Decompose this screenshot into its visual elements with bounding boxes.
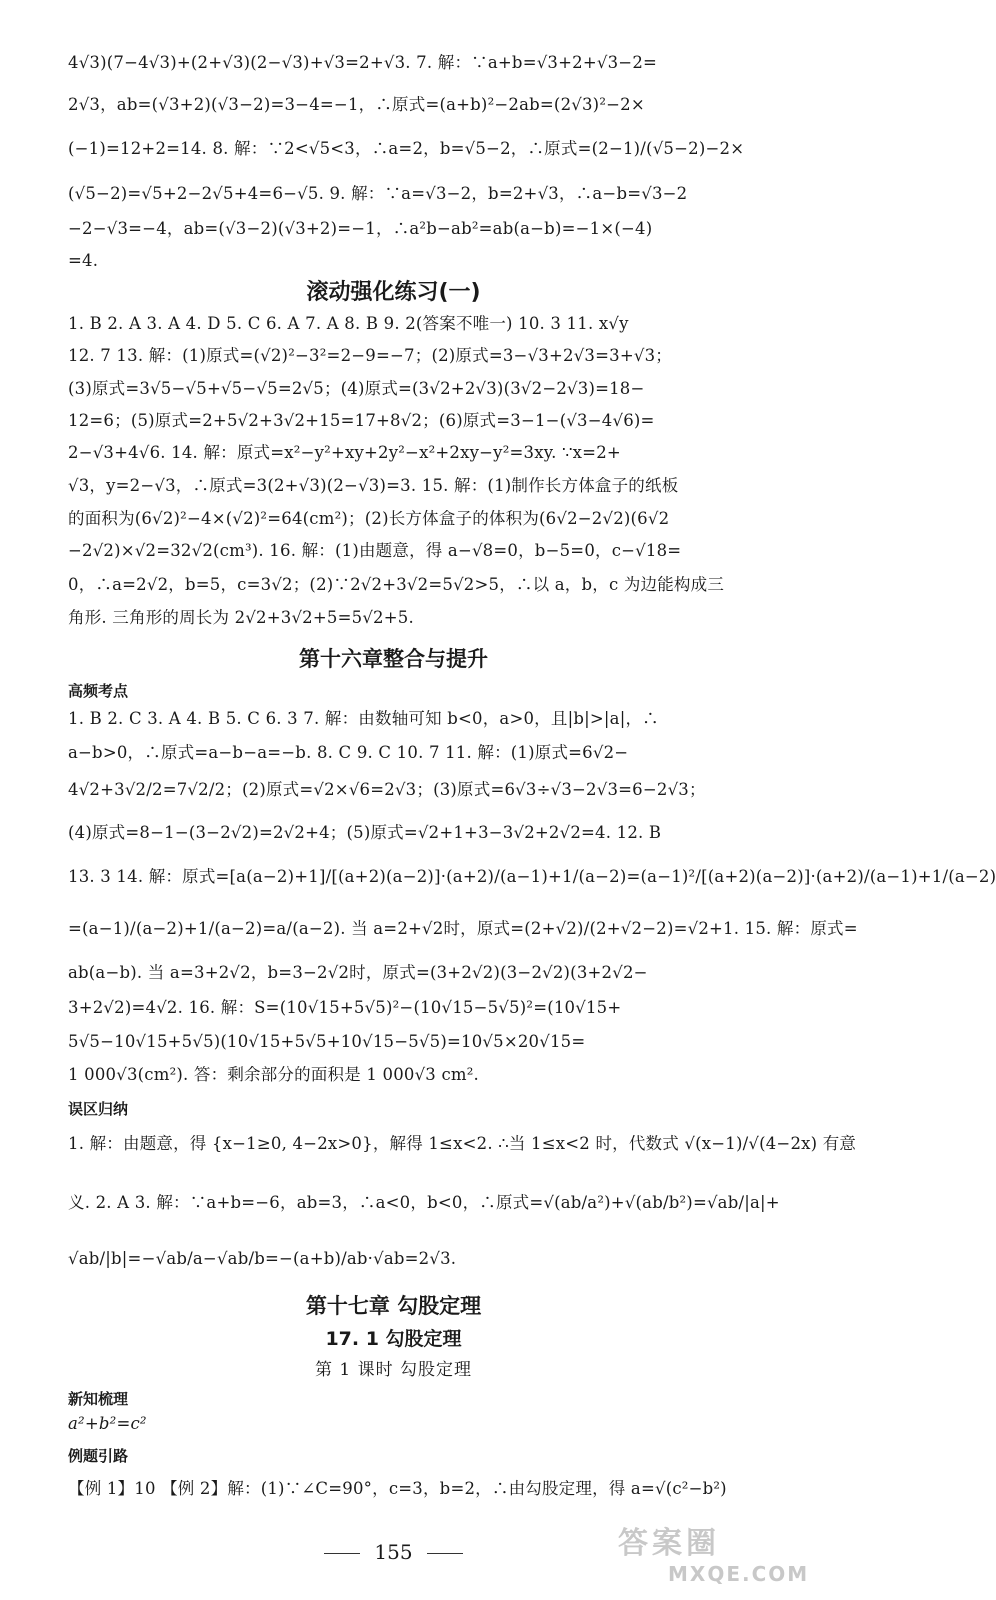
text-line: −2−√3=−4，ab=(√3−2)(√3+2)=−1，∴a²b−ab²=ab(a−b)=−1×(−4): [68, 219, 653, 238]
text-line: 1 000√3(cm²). 答：剩余部分的面积是 1 000√3 cm².: [68, 1065, 479, 1084]
text-line: (−1)=12+2=14. 8. 解：∵2<√5<3，∴a=2，b=√5−2，∴原式=(2−1)/(√5−2)−2×: [68, 139, 745, 158]
subsection-heading: 误区归纳: [68, 1100, 129, 1118]
text-line: ab(a−b). 当 a=3+2√2，b=3−2√2时，原式=(3+2√2)(3−2√2)(3+2√2−: [68, 963, 648, 982]
text-line: 12=6；(5)原式=2+5√2+3√2+15=17+8√2；(6)原式=3−1−(√3−4√6)=: [68, 411, 655, 430]
text-line: 【例 1】10 【例 2】解：(1)∵∠C=90°，c=3，b=2，∴由勾股定理，得 a=√(c²−b²): [68, 1479, 727, 1498]
text-line: a−b>0，∴原式=a−b−a=−b. 8. C 9. C 10. 7 11. 解：(1)原式=6√2−: [68, 743, 629, 762]
text-line: 2−√3+4√6. 14. 解：原式=x²−y²+xy+2y²−x²+2xy−y²=3xy. ∵x=2+: [68, 443, 621, 462]
text-line: (√5−2)=√5+2−2√5+4=6−√5. 9. 解：∵a=√3−2，b=2+√3，∴a−b=√3−2: [68, 184, 688, 203]
subsection-heading: 新知梳理: [68, 1390, 129, 1408]
text-line: (4)原式=8−1−(3−2√2)=2√2+4；(5)原式=√2+1+3−3√2+2√2=4. 12. B: [68, 823, 662, 842]
text-line: 1. 解：由题意，得 {x−1≥0, 4−2x>0}，解得 1≤x<2. ∴当 1≤x<2 时，代数式 √(x−1)/√(4−2x) 有意: [68, 1134, 857, 1153]
formula-line: a²+b²=c²: [68, 1414, 147, 1433]
text-line: 0，∴a=2√2，b=5，c=3√2；(2)∵2√2+3√2=5√2>5，∴以 a，b，c 为边能构成三: [68, 575, 725, 594]
subsection-heading: 高频考点: [68, 682, 129, 700]
section-title: 滚动强化练习(一): [306, 280, 481, 305]
text-line: =(a−1)/(a−2)+1/(a−2)=a/(a−2). 当 a=2+√2时，原式=(2+√2)/(2+√2−2)=√2+1. 15. 解：原式=: [68, 919, 858, 938]
watermark-url: MXQE.COM: [668, 1562, 810, 1586]
text-line: √ab/|b|=−√ab/a−√ab/b=−(a+b)/ab·√ab=2√3.: [68, 1249, 457, 1268]
text-line: 3+2√2)=4√2. 16. 解：S=(10√15+5√5)²−(10√15−5√5)²=(10√15+: [68, 998, 622, 1017]
text-line: 角形. 三角形的周长为 2√2+3√2+5=5√2+5.: [68, 608, 414, 627]
text-line: 2√3，ab=(√3+2)(√3−2)=3−4=−1，∴原式=(a+b)²−2ab=(2√3)²−2×: [68, 95, 645, 114]
text-line: √3，y=2−√3，∴原式=3(2+√3)(2−√3)=3. 15. 解：(1)制作长方体盒子的纸板: [68, 476, 679, 495]
text-line: 1. B 2. A 3. A 4. D 5. C 6. A 7. A 8. B 9. 2(答案不唯一) 10. 3 11. x√y: [68, 314, 629, 333]
chapter-review-title: 第十六章整合与提升: [299, 647, 488, 671]
text-line: 义. 2. A 3. 解：∵a+b=−6，ab=3，∴a<0，b<0，∴原式=√(ab/a²)+√(ab/b²)=√ab/|a|+: [68, 1193, 780, 1212]
text-line: 5√5−10√15+5√5)(10√15+5√5+10√15−5√5)=10√5×20√15=: [68, 1032, 586, 1051]
text-line: −2√2)×√2=32√2(cm³). 16. 解：(1)由题意，得 a−√8=0，b−5=0，c−√18=: [68, 541, 682, 560]
text-line: 的面积为(6√2)²−4×(√2)²=64(cm²)；(2)长方体盒子的体积为(6√2−2√2)(6√2: [68, 509, 670, 528]
text-line: 4√3)(7−4√3)+(2+√3)(2−√3)+√3=2+√3. 7. 解：∵a+b=√3+2+√3−2=: [68, 53, 658, 72]
page-number: 155: [0, 1540, 787, 1564]
text-line: 1. B 2. C 3. A 4. B 5. C 6. 3 7. 解：由数轴可知 b<0，a>0，且|b|>|a|，∴: [68, 709, 659, 728]
text-line: =4.: [68, 251, 99, 270]
text-line: 4√2+3√2/2=7√2/2；(2)原式=√2×√6=2√3；(3)原式=6√3÷√3−2√3=6−2√3；: [68, 780, 706, 799]
subsection-heading: 例题引路: [68, 1447, 129, 1465]
chapter-title: 第十七章 勾股定理: [305, 1294, 482, 1318]
text-line: 13. 3 14. 解：原式=[a(a−2)+1]/[(a+2)(a−2)]·(a+2)/(a−1)+1/(a−2)=(a−1)²/[(a+2)(a−2)]·(a+2)/(a−1)+1/(a−2): [68, 867, 996, 886]
text-line: (3)原式=3√5−√5+√5−√5=2√5；(4)原式=(3√2+2√3)(3√2−2√3)=18−: [68, 379, 645, 398]
watermark-text: 答案圈: [618, 1526, 720, 1561]
watermark-logo: [608, 1518, 810, 1594]
section-number-title: 17. 1 勾股定理: [325, 1328, 462, 1350]
lesson-title: 第 1 课时 勾股定理: [314, 1360, 473, 1380]
text-line: 12. 7 13. 解：(1)原式=(√2)²−3²=2−9=−7；(2)原式=3−√3+2√3=3+√3；: [68, 346, 672, 365]
